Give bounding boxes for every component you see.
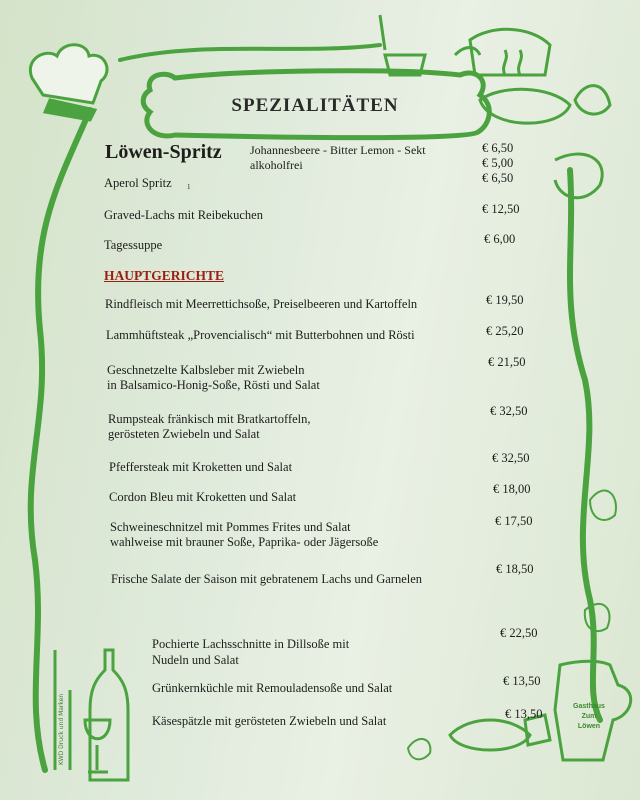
print-credit: KWD Druck und Marken xyxy=(58,693,65,765)
tagessuppe-price: € 6,00 xyxy=(484,232,516,246)
chef-hat-icon xyxy=(30,45,107,120)
dish-5-price: € 32,50 xyxy=(492,451,530,465)
gasthaus-sign-line-1: Gasthaus xyxy=(573,703,605,710)
dish-7-desc: wahlweise mit brauner Soße, Paprika- oder Jägersoße xyxy=(110,535,379,549)
graved-lachs-name: Graved-Lachs mit Reibekuchen xyxy=(104,208,263,222)
dish-9-name: Pochierte Lachsschnitte in Dillsoße mit xyxy=(152,637,350,651)
dish-3-price: € 21,50 xyxy=(488,355,526,369)
dish-8-price: € 18,50 xyxy=(496,562,534,576)
aperol-footnote: 1 xyxy=(187,183,191,191)
page-title: SPEZIALITÄTEN xyxy=(231,95,399,116)
dish-1-price: € 19,50 xyxy=(486,293,524,307)
dish-11-name: Käsespätzle mit gerösteten Zwiebeln und Salat xyxy=(152,714,387,728)
wine-bottle-icon xyxy=(55,650,128,780)
dish-3-desc: in Balsamico-Honig-Soße, Rösti und Salat xyxy=(107,378,320,392)
dish-10-name: Grünkernküchle mit Remouladensoße und Salat xyxy=(152,681,393,695)
gasthaus-sign-line-3: Löwen xyxy=(577,723,601,730)
tagessuppe-name: Tagessuppe xyxy=(104,238,163,252)
aperol-spritz-price: € 6,50 xyxy=(482,171,514,185)
dish-2-name: Lammhüftsteak „Provencialisch“ mit Butterbohnen und Rösti xyxy=(106,328,415,342)
dish-4-desc: gerösteten Zwiebeln und Salat xyxy=(108,427,260,441)
loewen-spritz-price-1: € 6,50 xyxy=(482,141,514,155)
dish-8-name: Frische Salate der Saison mit gebratenem Lachs und Garnelen xyxy=(111,572,423,586)
dish-7-price: € 17,50 xyxy=(495,514,533,528)
dish-7-name: Schweineschnitzel mit Pommes Frites und Salat xyxy=(110,520,351,534)
dish-5-name: Pfeffersteak mit Kroketten und Salat xyxy=(109,460,293,474)
dish-4-name: Rumpsteak fränkisch mit Bratkartoffeln, xyxy=(108,412,311,426)
dish-9-desc: Nudeln und Salat xyxy=(152,653,239,667)
gasthaus-sign-line-2: Zum xyxy=(581,713,597,720)
dish-4-price: € 32,50 xyxy=(490,404,528,418)
dish-9-price: € 22,50 xyxy=(500,626,538,640)
section-heading-hauptgerichte: HAUPTGERICHTE xyxy=(104,268,225,283)
dish-3-name: Geschnetzelte Kalbsleber mit Zwiebeln xyxy=(107,363,305,377)
dish-2-price: € 25,20 xyxy=(486,324,524,338)
loewen-spritz-desc-2: alkoholfrei xyxy=(250,158,303,172)
loewen-spritz-desc-1: Johannesbeere - Bitter Lemon - Sekt xyxy=(250,143,426,157)
dish-6-name: Cordon Bleu mit Kroketten und Salat xyxy=(109,490,297,504)
loewen-spritz-name: Löwen-Spritz xyxy=(105,141,222,163)
dish-10-price: € 13,50 xyxy=(503,674,541,688)
graved-lachs-price: € 12,50 xyxy=(482,202,520,216)
dish-1-name: Rindfleisch mit Meerrettichsoße, Preiselbeeren und Kartoffeln xyxy=(105,297,418,311)
loewen-spritz-price-2: € 5,00 xyxy=(482,156,514,170)
dish-11-price: € 13,50 xyxy=(505,707,543,721)
aperol-spritz-name: Aperol Spritz xyxy=(104,176,172,190)
dish-6-price: € 18,00 xyxy=(493,482,531,496)
